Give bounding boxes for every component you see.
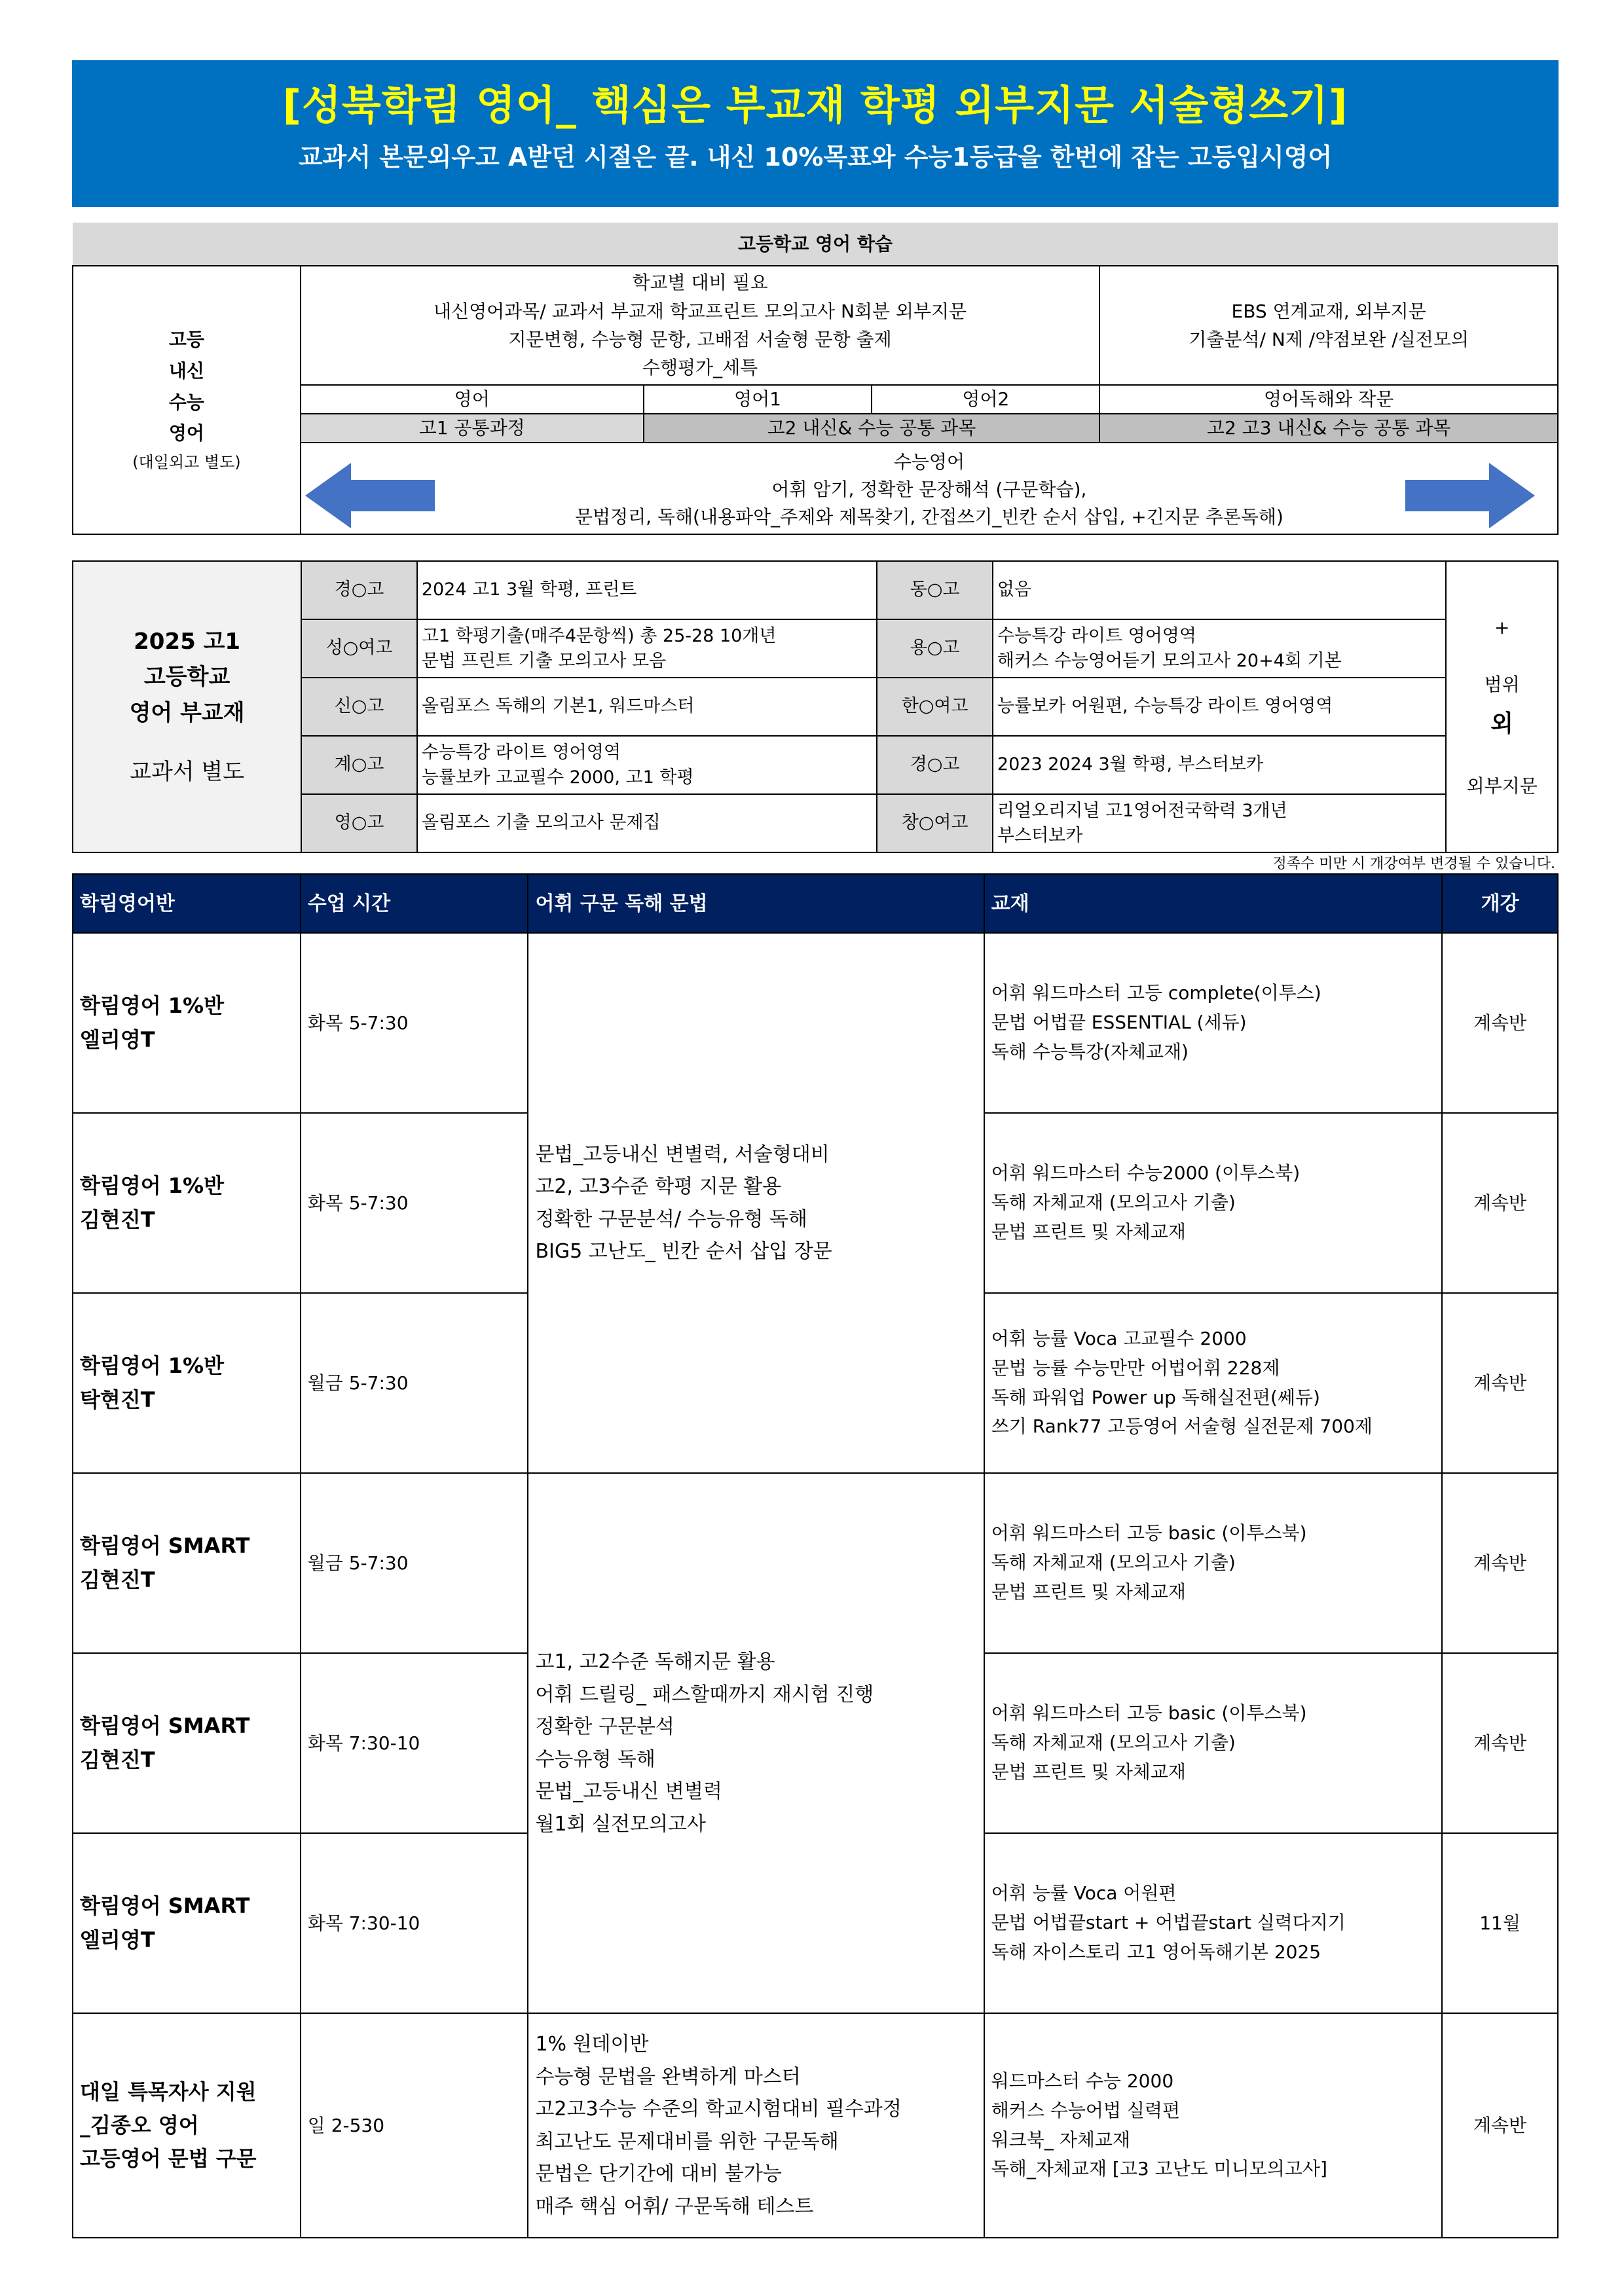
textbook-subnote: 교과서 별도 <box>130 758 245 785</box>
banner-title: [성북학림 영어_ 핵심은 부교재 학평 외부지문 서술형쓰기] <box>282 81 1348 129</box>
school-name: 동○고 <box>877 561 993 619</box>
top-banner <box>72 60 1559 207</box>
range-note: + 범위 외 외부지문 <box>1446 561 1558 852</box>
class-time: 화목 7:30-10 <box>301 1833 528 2013</box>
table-row <box>73 1473 1558 1653</box>
class-schedule-table <box>72 873 1559 2238</box>
suneung-text: 수능영어 어휘 암기, 정확한 문장해석 (구문학습), 문법정리, 독해(내용파악_주제와 제목찾기, 간접쓰기_빈칸 순서 삽입, +긴지문 추론독해) <box>574 451 1283 528</box>
course-common-3: 고2 고3 내신& 수능 공통 과목 <box>1099 414 1558 443</box>
school-books: 2023 2024 3월 학평, 부스터보카 <box>993 736 1446 794</box>
class-books: 어휘 워드마스터 고등 complete(이투스) 문법 어법끝 ESSENTIAL (세듀) 독해 수능특강(자체교재) <box>984 933 1442 1113</box>
subject-english: 영어 <box>301 385 644 414</box>
school-books: 리얼오리지널 고1영어전국학력 3개년 부스터보카 <box>993 794 1446 852</box>
class-open-status: 계속반 <box>1442 1293 1558 1473</box>
class-time: 화목 5-7:30 <box>301 933 528 1113</box>
class-open-status: 11월 <box>1442 1833 1558 2013</box>
class-time: 일 2-530 <box>301 2013 528 2238</box>
class-name: 학림영어 1%반 엘리영T <box>73 933 301 1113</box>
school-name: 경○고 <box>301 561 417 619</box>
class-books: 어휘 능률 Voca 어원편 문법 어법끝start + 어법끝start 실력다지기 독해 자이스토리 고1 영어독해기본 2025 <box>984 1833 1442 2013</box>
class-open-status: 계속반 <box>1442 1113 1558 1293</box>
header-class: 학림영어반 <box>73 874 301 933</box>
school-books: 수능특강 라이트 영어영역 능률보카 고교필수 2000, 고1 학평 <box>417 736 877 794</box>
class-name: 학림영어 1%반 탁현진T <box>73 1293 301 1473</box>
subject-english2: 영어2 <box>872 385 1099 414</box>
overview-left-note: (대일외고 별도) <box>132 452 241 471</box>
school-books: 고1 학평기출(매주4문항씩) 총 25-28 10개년 문법 프린트 기출 모의고사 모음 <box>417 619 877 678</box>
suneung-row <box>301 443 1558 534</box>
textbook-title: 2025 고1 고등학교 영어 부교재 교과서 별도 <box>73 561 301 852</box>
school-books: 올림포스 기출 모의고사 문제집 <box>417 794 877 852</box>
class-name: 학림영어 SMART 엘리영T <box>73 1833 301 2013</box>
left-arrow-icon <box>305 462 436 530</box>
course-common-1: 고1 공통과정 <box>301 414 644 443</box>
subject-reading-writing: 영어독해와 작문 <box>1099 385 1558 414</box>
class-open-status: 계속반 <box>1442 1473 1558 1653</box>
content-group-3: 1% 원데이반 수능형 문법을 완벽하게 마스터 고2고3수능 수준의 학교시험대비 필수과정 최고난도 문제대비를 위한 구문독해 문법은 단기간에 대비 불가능 매주 핵심 어휘/ 구문독해 테스트 <box>528 2013 984 2238</box>
table-row <box>73 933 1558 1113</box>
class-books: 어휘 워드마스터 수능2000 (이투스북) 독해 자체교재 (모의고사 기출) 문법 프린트 및 자체교재 <box>984 1113 1442 1293</box>
class-open-status: 계속반 <box>1442 1653 1558 1833</box>
school-name: 경○고 <box>877 736 993 794</box>
school-books: 올림포스 독해의 기본1, 워드마스터 <box>417 678 877 736</box>
class-time: 화목 5-7:30 <box>301 1113 528 1293</box>
school-books: 없음 <box>993 561 1446 619</box>
class-books: 워드마스터 수능 2000 해커스 수능어법 실력편 워크북_ 자체교재 독해_자체교재 [고3 고난도 미니모의고사] <box>984 2013 1442 2238</box>
class-name: 학림영어 SMART 김현진T <box>73 1473 301 1653</box>
school-books: 능률보카 어원편, 수능특강 라이트 영어영역 <box>993 678 1446 736</box>
content-group-2: 고1, 고2수준 독해지문 활용 어휘 드릴링_ 패스할때까지 재시험 진행 정확한 구문분석 수능유형 독해 문법_고등내신 변별력 월1회 실전모의고사 <box>528 1473 984 2013</box>
class-books: 어휘 능률 Voca 고교필수 2000 문법 능률 수능만만 어법어휘 228제 독해 파워업 Power up 독해실전편(쎄듀) 쓰기 Rank77 고등영어 서술형 실전문제 700제 <box>984 1293 1442 1473</box>
header-time: 수업 시간 <box>301 874 528 933</box>
naesin-description: 학교별 대비 필요 내신영어과목/ 교과서 부교재 학교프린트 모의고사 N회분 외부지문 지문변형, 수능형 문항, 고배점 서술형 문항 출제 수행평가_세특 <box>301 266 1099 385</box>
class-time: 월금 5-7:30 <box>301 1293 528 1473</box>
content-group-1: 문법_고등내신 변별력, 서술형대비 고2, 고3수준 학평 지문 활용 정확한 구문분석/ 수능유형 독해 BIG5 고난도_ 빈칸 순서 삽입 장문 <box>528 933 984 1473</box>
right-arrow-icon <box>1404 462 1535 530</box>
class-name: 학림영어 SMART 김현진T <box>73 1653 301 1833</box>
class-time: 월금 5-7:30 <box>301 1473 528 1653</box>
subject-english1: 영어1 <box>644 385 872 414</box>
school-name: 신○고 <box>301 678 417 736</box>
overview-header: 고등학교 영어 학습 <box>73 223 1558 266</box>
class-books: 어휘 워드마스터 고등 basic (이투스북) 독해 자체교재 (모의고사 기출) 문법 프린트 및 자체교재 <box>984 1473 1442 1653</box>
school-books: 수능특강 라이트 영어영역 해커스 수능영어듣기 모의고사 20+4회 기본 <box>993 619 1446 678</box>
school-name: 한○여고 <box>877 678 993 736</box>
school-name: 영○고 <box>301 794 417 852</box>
header-open: 개강 <box>1442 874 1558 933</box>
school-name: 성○여고 <box>301 619 417 678</box>
class-books: 어휘 워드마스터 고등 basic (이투스북) 독해 자체교재 (모의고사 기출) 문법 프린트 및 자체교재 <box>984 1653 1442 1833</box>
school-name: 창○여고 <box>877 794 993 852</box>
school-name: 계○고 <box>301 736 417 794</box>
ebs-description: EBS 연계교재, 외부지문 기출분석/ N제 /약점보완 /실전모의 <box>1099 266 1558 385</box>
header-books: 교재 <box>984 874 1442 933</box>
class-name: 대일 특목자사 지원 _김종오 영어 고등영어 문법 구문 <box>73 2013 301 2238</box>
quota-notice: 정족수 미만 시 개강여부 변경될 수 있습니다. <box>1272 856 1555 872</box>
class-open-status: 계속반 <box>1442 933 1558 1113</box>
overview-left-label: 고등 내신 수능 영어 (대일외고 별도) <box>73 266 301 534</box>
textbook-table <box>72 560 1559 853</box>
table-row <box>73 2013 1558 2238</box>
class-time: 화목 7:30-10 <box>301 1653 528 1833</box>
class-open-status: 계속반 <box>1442 2013 1558 2238</box>
school-books: 2024 고1 3월 학평, 프린트 <box>417 561 877 619</box>
class-name: 학림영어 1%반 김현진T <box>73 1113 301 1293</box>
banner-subtitle: 교과서 본문외우고 A받던 시절은 끝. 내신 10%목표와 수능1등급을 한번에 잡는 고등입시영어 <box>298 143 1333 172</box>
course-common-2: 고2 내신& 수능 공통 과목 <box>644 414 1100 443</box>
overview-table <box>72 223 1559 535</box>
school-name: 용○고 <box>877 619 993 678</box>
header-content: 어휘 구문 독해 문법 <box>528 874 984 933</box>
